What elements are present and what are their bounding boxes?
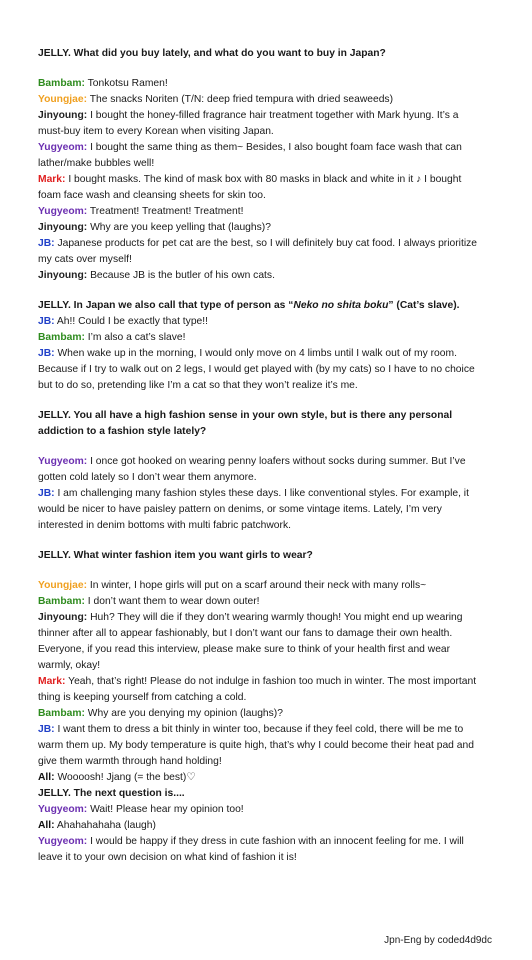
- dialogue-text: I am challenging many fashion styles these days. I like conventional styles. For example, it would be nicer to have paisley pattern on denims, or some vintage items. Lately, I’m very interested in denim bottoms with multi fabric patchwork.: [38, 488, 469, 531]
- translator-credit: Jpn-Eng by coded4d9dc: [384, 935, 492, 946]
- speaker-label: Jinyoung:: [38, 222, 88, 233]
- dialogue-line: [38, 346, 478, 394]
- dialogue-text: Wait! Please hear my opinion too!: [87, 804, 244, 815]
- dialogue-line: [38, 802, 478, 818]
- dialogue-text: I bought the same thing as them~ Besides, I also bought foam face wash that can lather/make bubbles well!: [38, 142, 462, 169]
- dialogue-text: I would be happy if they dress in cute fashion with an innocent feeling for me. I will leave it to your own decision on what kind of fashion it is!: [38, 836, 464, 863]
- dialogue-text: Ah!! Could I be exactly that type!!: [54, 316, 208, 327]
- dialogue-line: [38, 220, 478, 236]
- dialogue-line: [38, 594, 478, 610]
- dialogue-line: [38, 770, 478, 786]
- dialogue-line: [38, 818, 478, 834]
- speaker-label: All:: [38, 772, 55, 783]
- speaker-label: Jinyoung:: [38, 270, 88, 281]
- dialogue-text: Yeah, that’s right! Please do not indulge in fashion too much in winter. The most important thing is keeping yourself from catching a cold.: [38, 676, 477, 703]
- dialogue-text: Ahahahahaha (laugh): [54, 820, 156, 831]
- dialogue-text: Japanese products for pet cat are the best, so I will definitely buy cat food. I always prioritize my cats over myself!: [38, 238, 477, 265]
- dialogue-line: [38, 236, 478, 268]
- question-heading: JELLY. What winter fashion item you want girls to wear?: [38, 550, 313, 561]
- dialogue-line: [38, 204, 478, 220]
- dialogue-text: Why are you denying my opinion (laughs)?: [84, 708, 283, 719]
- dialogue-text: I once got hooked on wearing penny loafers without socks during summer. But I’ve gotten cold lately so I don’t wear them anymore.: [38, 456, 466, 483]
- dialogue-line: [38, 706, 478, 722]
- question-text: ” (Cat’s slave).: [388, 300, 460, 311]
- dialogue-line: [38, 76, 478, 92]
- question-heading: JELLY. You all have a high fashion sense in your own style, but is there any personal addiction to a fashion style lately?: [38, 410, 453, 437]
- speaker-label: Yugyeom:: [38, 206, 88, 217]
- dialogue-text: I bought the honey-filled fragrance hair treatment together with Mark hyung. It’s a must-buy item to every Korean when visiting Japan.: [38, 110, 459, 137]
- dialogue-line: [38, 92, 478, 108]
- dialogue-text: Treatment! Treatment! Treatment!: [87, 206, 244, 217]
- speaker-label: Yugyeom:: [38, 142, 88, 153]
- dialogue-line: [38, 674, 478, 706]
- dialogue-text: I’m also a cat’s slave!: [84, 332, 186, 343]
- speaker-label: Bambam:: [38, 708, 85, 719]
- dialogue-text: Woooosh! Jjang (= the best)♡: [54, 772, 196, 783]
- dialogue-text: Tonkotsu Ramen!: [84, 78, 168, 89]
- question-emphasis: Neko no shita boku: [293, 300, 389, 311]
- dialogue-line: [38, 486, 478, 534]
- speaker-label: Bambam:: [38, 78, 85, 89]
- question-heading: [38, 298, 478, 314]
- question-heading: JELLY. What did you buy lately, and what do you want to buy in Japan?: [38, 48, 386, 59]
- dialogue-line: [38, 268, 478, 284]
- speaker-label: JB:: [38, 348, 55, 359]
- dialogue-text: Because JB is the butler of his own cats.: [87, 270, 275, 281]
- speaker-label: Yugyeom:: [38, 836, 88, 847]
- speaker-label: JB:: [38, 238, 55, 249]
- speaker-label: JB:: [38, 316, 55, 327]
- speaker-label: Mark:: [38, 174, 66, 185]
- dialogue-text: I want them to dress a bit thinly in winter too, because if they feel cold, there will be me to warm them up. My body temperature is quite high, that’s why I could become their heat pad and give them warmth through hand holding!: [38, 724, 474, 767]
- question-heading: JELLY. The next question is....: [38, 788, 185, 799]
- speaker-label: Yugyeom:: [38, 804, 88, 815]
- dialogue-line: [38, 172, 478, 204]
- speaker-label: JB:: [38, 724, 55, 735]
- dialogue-text: I bought masks. The kind of mask box with 80 masks in black and white in it ♪ I bought foam face wash and cleansing sheets for skin too.: [38, 174, 462, 201]
- dialogue-text: When wake up in the morning, I would only move on 4 limbs until I walk out of my room. Because if I try to walk out on 2 legs, I would get played with (by my cats) so I have to no choice but to do so, pretending like I’m a cat so that they won’t realize it’s me.: [38, 348, 475, 391]
- speaker-label: JB:: [38, 488, 55, 499]
- dialogue-line: [38, 578, 478, 594]
- interview-document: [38, 46, 478, 866]
- speaker-label: Jinyoung:: [38, 110, 88, 121]
- speaker-label: Youngjae:: [38, 580, 88, 591]
- dialogue-line: [38, 454, 478, 486]
- dialogue-line: [38, 722, 478, 770]
- dialogue-line: [38, 330, 478, 346]
- speaker-label: Mark:: [38, 676, 66, 687]
- dialogue-line: [38, 610, 478, 674]
- dialogue-text: Huh? They will die if they don’t wearing warmly though! You might end up wearing thinner after all to appear fashionably, but I don’t want our fans to damage their own health. Everyone, if you read this interview, please make sure to think of your health first and wear warmly, okay!: [38, 612, 463, 671]
- dialogue-text: In winter, I hope girls will put on a scarf around their neck with many rolls~: [87, 580, 427, 591]
- dialogue-line: [38, 108, 478, 140]
- question-text: JELLY. In Japan we also call that type of person as “: [38, 300, 294, 311]
- speaker-label: Bambam:: [38, 596, 85, 607]
- dialogue-text: The snacks Noriten (T/N: deep fried tempura with dried seaweeds): [87, 94, 394, 105]
- dialogue-text: Why are you keep yelling that (laughs)?: [87, 222, 271, 233]
- speaker-label: Youngjae:: [38, 94, 88, 105]
- speaker-label: Bambam:: [38, 332, 85, 343]
- speaker-label: Yugyeom:: [38, 456, 88, 467]
- dialogue-line: [38, 314, 478, 330]
- speaker-label: All:: [38, 820, 55, 831]
- speaker-label: Jinyoung:: [38, 612, 88, 623]
- dialogue-text: I don’t want them to wear down outer!: [84, 596, 260, 607]
- dialogue-line: [38, 140, 478, 172]
- dialogue-line: [38, 834, 478, 866]
